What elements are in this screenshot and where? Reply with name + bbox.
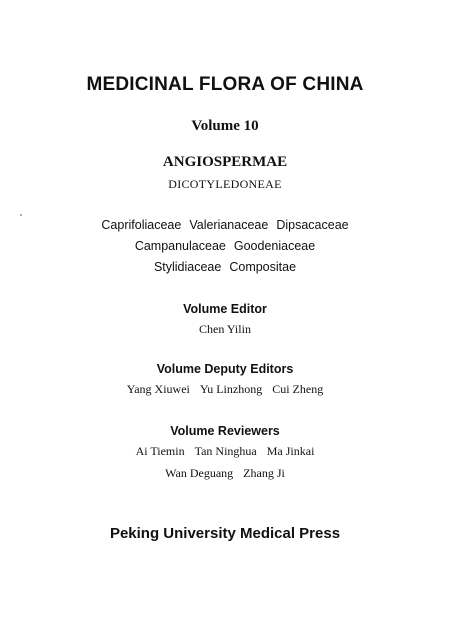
reviewers-heading: Volume Reviewers: [170, 424, 280, 438]
family-name: Dipsacaceae: [276, 218, 349, 232]
paper-speck: [20, 214, 22, 216]
family-name: Stylidiaceae: [153, 260, 222, 274]
reviewers-line-2: [0, 466, 450, 481]
family-name: Compositae: [229, 260, 297, 274]
volume-number: Volume 10: [191, 118, 259, 134]
reviewer-name: Zhang Ji: [243, 466, 285, 480]
deputy-editor-name: Cui Zheng: [272, 382, 324, 396]
family-name: Campanulaceae: [134, 239, 226, 253]
book-title: MEDICINAL FLORA OF CHINA: [86, 74, 364, 95]
deputy-editors-heading: Volume Deputy Editors: [156, 362, 294, 376]
family-line-3: [0, 260, 450, 274]
reviewer-name: Ma Jinkai: [266, 444, 315, 458]
deputy-editors-line: [0, 382, 450, 397]
reviewer-name: Tan Ninghua: [194, 444, 257, 458]
family-line-1: [0, 218, 450, 232]
class-heading: DICOTYLEDONEAE: [168, 177, 282, 191]
reviewer-name: Ai Tiemin: [135, 444, 185, 458]
division-heading: ANGIOSPERMAE: [162, 154, 288, 170]
reviewers-line-1: [0, 444, 450, 459]
reviewer-name: Wan Deguang: [165, 466, 234, 480]
editor-heading: Volume Editor: [183, 302, 267, 316]
editor-name: Chen Yilin: [199, 322, 251, 336]
deputy-editor-name: Yu Linzhong: [199, 382, 263, 396]
family-line-2: [0, 239, 450, 253]
family-name: Goodeniaceae: [233, 239, 316, 253]
family-name: Valerianaceae: [189, 218, 269, 232]
deputy-editor-name: Yang Xiuwei: [126, 382, 190, 396]
publisher-name: Peking University Medical Press: [109, 525, 341, 542]
family-name: Caprifoliaceae: [101, 218, 182, 232]
